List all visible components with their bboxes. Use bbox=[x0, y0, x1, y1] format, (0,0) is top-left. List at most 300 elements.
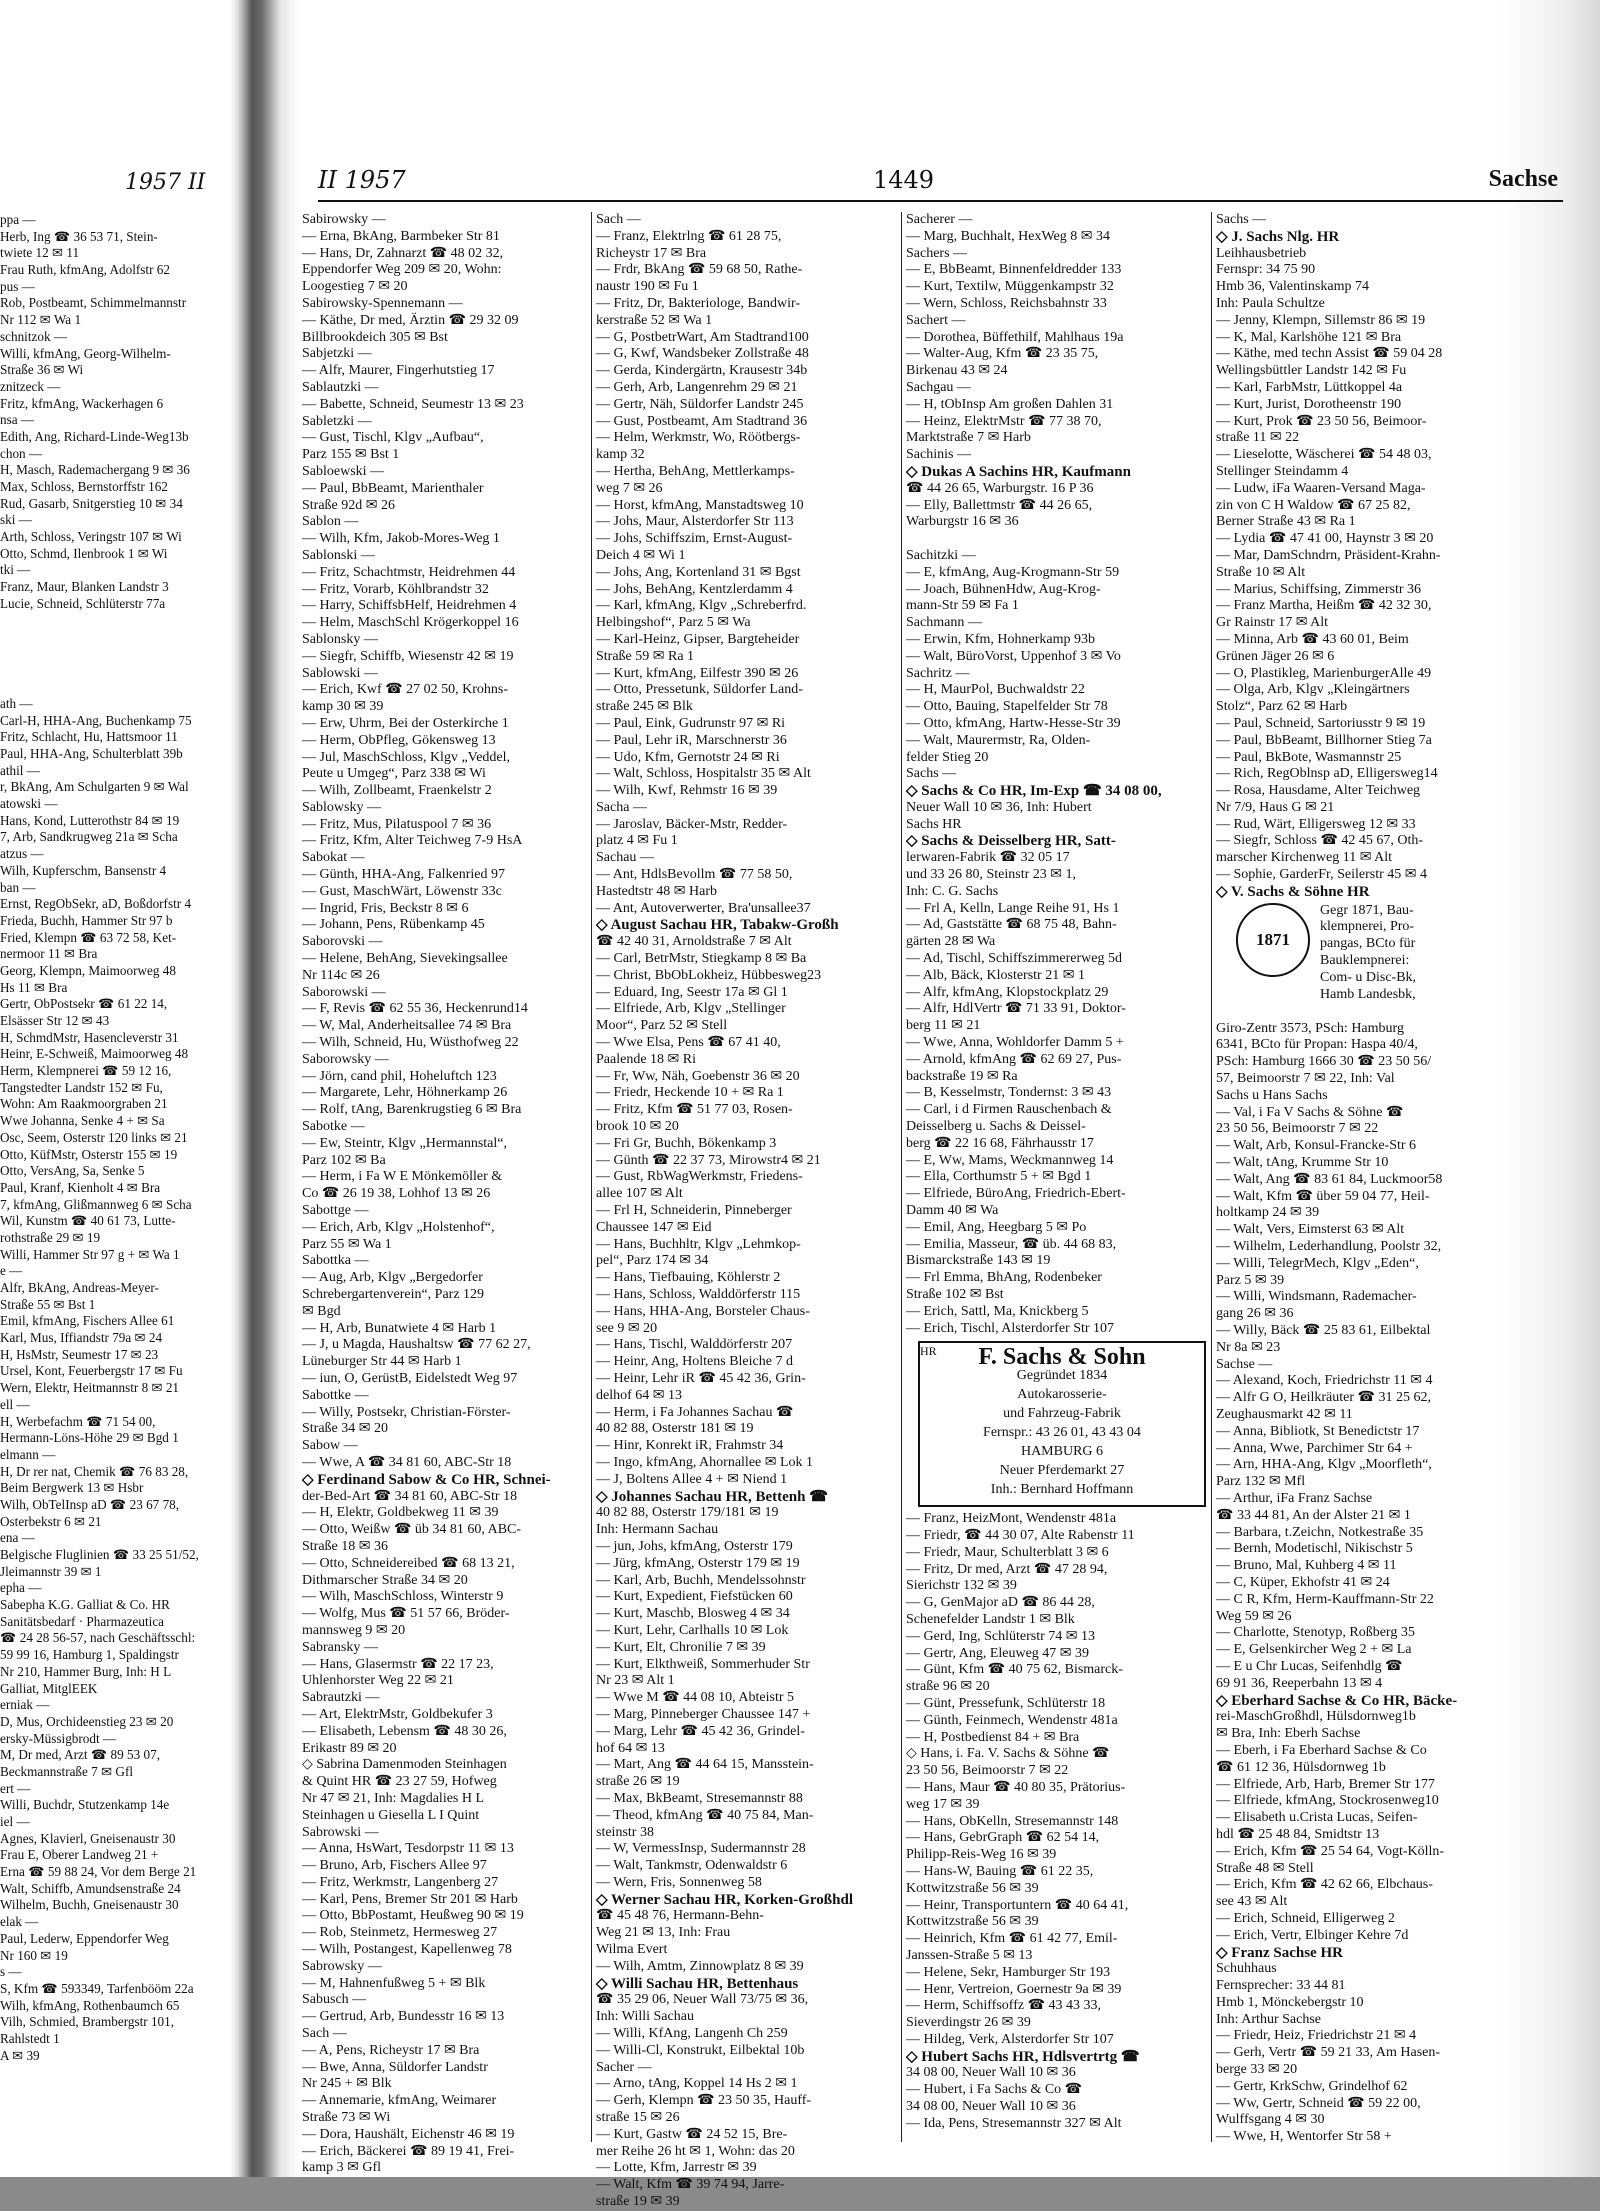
directory-entry: berge 33 ✉ 20 bbox=[1216, 2062, 1298, 2078]
left-entry: tki — bbox=[0, 562, 31, 578]
directory-entry: — Hans, Glasermstr ☎ 22 17 23, bbox=[302, 1656, 494, 1672]
directory-entry: — Helene, Sekr, Hamburger Str 193 bbox=[906, 1964, 1111, 1980]
directory-entry: Sabow — bbox=[302, 1438, 358, 1454]
directory-entry: — Fr, Ww, Näh, Goebenstr 36 ✉ 20 bbox=[596, 1068, 800, 1084]
directory-entry: ◇ Franz Sachse HR bbox=[1216, 1944, 1343, 1961]
left-entry: Straße 55 ✉ Bst 1 bbox=[0, 1296, 96, 1312]
directory-entry: ◇ Willi Sachau HR, Bettenhaus bbox=[596, 1975, 799, 1992]
left-entry: Rud, Gasarb, Snitgerstieg 10 ✉ 34 bbox=[0, 495, 183, 511]
left-entry: Wilh, Kupferschm, Bansenstr 4 bbox=[0, 862, 167, 878]
directory-entry: Nr 114c ✉ 26 bbox=[302, 967, 380, 983]
directory-entry: — Hans, HHA-Ang, Borsteler Chaus- bbox=[596, 1303, 810, 1319]
left-entry: schnitzok — bbox=[0, 328, 68, 344]
left-entry: Carl-H, HHA-Ang, Buchenkamp 75 bbox=[0, 712, 192, 728]
directory-entry: Parz 132 ✉ Mfl bbox=[1216, 1474, 1306, 1490]
directory-entry: — iun, O, GerüstB, Eidelstedt Weg 97 bbox=[302, 1370, 518, 1386]
directory-entry: — Fritz, Vorarb, Köhlbrandstr 32 bbox=[302, 581, 489, 597]
directory-entry: — Lieselotte, Wäscherei ☎ 54 48 03, bbox=[1216, 447, 1432, 463]
directory-entry: Inh: Willi Sachau bbox=[596, 2009, 694, 2025]
left-entry: Walt, Schiffb, Amundsenstraße 24 bbox=[0, 1880, 181, 1896]
directory-entry: ☎ 44 26 65, Warburgstr. 16 P 36 bbox=[906, 480, 1094, 496]
left-entry: nermoor 11 ✉ Bra bbox=[0, 946, 98, 962]
directory-entry: 40 82 88, Osterstr 181 ✉ 19 bbox=[596, 1421, 754, 1437]
left-entry: Arth, Schloss, Veringstr 107 ✉ Wi bbox=[0, 529, 182, 545]
left-entry: Otto, KüfMstr, Osterstr 155 ✉ 19 bbox=[0, 1146, 178, 1162]
directory-entry: — Mart, Ang ☎ 44 64 15, Mansstein- bbox=[596, 1757, 814, 1773]
directory-entry: ◇ Hubert Sachs HR, Hdlsvertrtg ☎ bbox=[906, 2048, 1140, 2065]
advertisement-f-sachs-sohn bbox=[918, 1341, 1206, 1507]
left-entry: Wern, Elektr, Heitmannstr 8 ✉ 21 bbox=[0, 1380, 180, 1396]
directory-entry: — Jenny, Klempn, Sillemstr 86 ✉ 19 bbox=[1216, 312, 1426, 328]
directory-entry: Wellingsbüttler Landstr 142 ✉ Fu bbox=[1216, 363, 1407, 379]
directory-entry: — Kurt, Gastw ☎ 24 52 15, Bre- bbox=[596, 2126, 788, 2142]
ad-hr-mark: HR bbox=[920, 1344, 937, 1359]
directory-entry: — Eduard, Ing, Seestr 17a ✉ Gl 1 bbox=[596, 984, 788, 1000]
directory-entry: Sabusch — bbox=[302, 1992, 367, 2008]
directory-entry: — Gust, Postbeamt, Am Stadtrand 36 bbox=[596, 413, 808, 429]
directory-entry: — Kurt, Textilw, Müggenkampstr 32 bbox=[906, 279, 1114, 295]
directory-entry: — Hans, Maur ☎ 40 80 35, Prätorius- bbox=[906, 1779, 1126, 1795]
column-4 bbox=[1216, 212, 1536, 2162]
directory-entry: — Wilh, Postangest, Kapellenweg 78 bbox=[302, 1942, 512, 1958]
left-entry: ban — bbox=[0, 879, 36, 895]
directory-entry: — Bernh, Modetischl, Nikischstr 5 bbox=[1216, 1541, 1413, 1557]
directory-entry: 69 91 36, Reeperbahn 13 ✉ 4 bbox=[1216, 1675, 1383, 1691]
column-4-bottom-entries bbox=[1216, 1021, 1536, 2146]
directory-entry: Sachau — bbox=[596, 850, 654, 866]
directory-entry: — Elfriede, Arb, Harb, Bremer Str 177 bbox=[1216, 1776, 1435, 1792]
left-entry: Otto, VersAng, Sa, Senke 5 bbox=[0, 1163, 145, 1179]
directory-entry: — Siegfr, Schloss ☎ 42 45 67, Oth- bbox=[1216, 833, 1424, 849]
directory-entry: Sablowski — bbox=[302, 665, 378, 681]
directory-entry: — Marg, Pinneberger Chaussee 147 + bbox=[596, 1706, 811, 1722]
ad-title: F. Sachs & Sohn bbox=[978, 1344, 1146, 1371]
directory-entry: — Willi, KfAng, Langenh Ch 259 bbox=[596, 2026, 788, 2042]
directory-entry: backstraße 19 ✉ Ra bbox=[906, 1068, 1018, 1084]
directory-entry: Deich 4 ✉ Wi 1 bbox=[596, 547, 686, 563]
directory-entry: Sabottke — bbox=[302, 1387, 369, 1403]
left-entry: Willi, Buchdr, Stutzenkamp 14e bbox=[0, 1797, 170, 1813]
left-entry: Max, Schloss, Bernstorffstr 162 bbox=[0, 479, 168, 494]
directory-entry: — Arno, tAng, Koppel 14 Hs 2 ✉ 1 bbox=[596, 2076, 798, 2092]
directory-entry: — W, VermessInsp, Sudermannstr 28 bbox=[596, 1841, 806, 1857]
directory-entry: Hastedtstr 48 ✉ Harb bbox=[596, 883, 717, 899]
directory-entry: — Elfriede, BüroAng, Friedrich-Ebert- bbox=[906, 1186, 1126, 1202]
directory-entry: Lüneburger Str 44 ✉ Harb 1 bbox=[302, 1354, 462, 1370]
directory-entry: — A, Pens, Richeystr 17 ✉ Bra bbox=[302, 2042, 480, 2058]
directory-entry: — Helm, MaschSchl Krögerkoppel 16 bbox=[302, 615, 519, 631]
column-4-top-entries bbox=[1216, 212, 1536, 901]
directory-entry: berg 11 ✉ 21 bbox=[906, 1018, 981, 1034]
directory-page-1449 bbox=[300, 150, 1570, 2210]
directory-entry: — Arn, HHA-Ang, Klgv „Moorfleth“, bbox=[1216, 1457, 1432, 1473]
directory-entry: — Kurt, kfmAng, Eilfestr 390 ✉ 26 bbox=[596, 665, 799, 681]
directory-entry: Parz 102 ✉ Ba bbox=[302, 1152, 386, 1168]
directory-entry: — Friedr, Maur, Schulterblatt 3 ✉ 6 bbox=[906, 1544, 1109, 1560]
directory-entry: — Gertrud, Arb, Bundesstr 16 ✉ 13 bbox=[302, 2009, 505, 2025]
directory-entry: Sach — bbox=[302, 2026, 347, 2042]
left-entry: H, Werbefachm ☎ 71 54 00, bbox=[0, 1413, 156, 1429]
directory-entry: Sachs — bbox=[1216, 212, 1267, 227]
header-page-number: 1449 bbox=[873, 166, 935, 194]
left-entry: Wilh, ObTelInsp aD ☎ 23 67 78, bbox=[0, 1496, 180, 1512]
left-entry: Wilh, kfmAng, Rothenbaumch 65 bbox=[0, 1997, 180, 2013]
directory-entry: Parz 5 ✉ 39 bbox=[1216, 1272, 1285, 1288]
directory-entry: — Walt, Maurermstr, Ra, Olden- bbox=[906, 732, 1091, 748]
directory-entry: — Gertr, Näh, Süldorfer Landstr 245 bbox=[596, 396, 804, 412]
left-entry: Osc, Seem, Osterstr 120 links ✉ 21 bbox=[0, 1129, 188, 1145]
left-entry: H, HsMstr, Seumestr 17 ✉ 23 bbox=[0, 1346, 159, 1362]
directory-entry: Sabletzki — bbox=[302, 413, 372, 429]
left-entry: chon — bbox=[0, 445, 43, 461]
directory-entry: Sierichstr 132 ✉ 39 bbox=[906, 1578, 1017, 1594]
directory-entry: ◇ August Sachau HR, Tabakw-Großh bbox=[596, 917, 839, 934]
directory-entry: — Johann, Pens, Rübenkamp 45 bbox=[302, 917, 485, 933]
directory-entry: — Bwe, Anna, Süldorfer Landstr bbox=[302, 2059, 488, 2075]
directory-entry: — Bruno, Arb, Fischers Allee 97 bbox=[302, 1858, 487, 1874]
directory-entry: — Ludw, iFa Waaren-Versand Maga- bbox=[1216, 480, 1426, 496]
directory-entry: — F, Revis ☎ 62 55 36, Heckenrund14 bbox=[302, 1001, 528, 1017]
directory-entry: — Frl H, Schneiderin, Pinneberger bbox=[596, 1203, 792, 1219]
header-year: II 1957 bbox=[318, 166, 406, 194]
left-entry: Gertr, ObPostsekr ☎ 61 22 14, bbox=[0, 996, 168, 1012]
directory-entry: — Marius, Schiffsing, Zimmerstr 36 bbox=[1216, 581, 1422, 597]
left-entry: Hs 11 ✉ Bra bbox=[0, 979, 68, 995]
left-entry: atzus — bbox=[0, 846, 44, 862]
directory-entry: Sabottge — bbox=[302, 1203, 369, 1219]
directory-entry: — jun, Johs, kfmAng, Osterstr 179 bbox=[596, 1538, 793, 1554]
directory-entry: — Gerh, Vertr ☎ 59 21 33, Am Hasen- bbox=[1216, 2045, 1441, 2061]
left-entry: Frau Ruth, kfmAng, Adolfstr 62 bbox=[0, 262, 170, 278]
left-entry: Rahlstedt 1 bbox=[0, 2030, 60, 2046]
directory-entry: Stellinger Steindamm 4 bbox=[1216, 463, 1349, 479]
directory-entry: — Gust, MaschWärt, Löwenstr 33c bbox=[302, 883, 502, 899]
directory-entry: — Elly, Ballettmstr ☎ 44 26 65, bbox=[906, 497, 1093, 513]
directory-entry: — M, Hahnenfußweg 5 + ✉ Blk bbox=[302, 1975, 486, 1991]
directory-entry: — Elfriede, kfmAng, Stockrosenweg10 bbox=[1216, 1793, 1439, 1809]
directory-entry: — Jul, MaschSchloss, Klgv „Veddel, bbox=[302, 749, 511, 765]
directory-entry: Sabjetzki — bbox=[302, 346, 372, 362]
directory-entry: — E u Chr Lucas, Seifenhdlg ☎ bbox=[1216, 1658, 1403, 1674]
directory-entry: ◇ V. Sachs & Söhne HR bbox=[1216, 883, 1370, 900]
directory-entry: — Paul, Eink, Gudrunstr 97 ✉ Ri bbox=[596, 715, 786, 731]
left-entry: ena — bbox=[0, 1530, 35, 1546]
directory-entry: naustr 190 ✉ Fu 1 bbox=[596, 279, 699, 295]
left-entry: Straße 36 ✉ Wi bbox=[0, 362, 84, 378]
left-entry: M, Dr med, Arzt ☎ 89 53 07, bbox=[0, 1747, 161, 1763]
directory-entry: — Kurt, Elkthweiß, Sommerhuder Str bbox=[596, 1656, 810, 1672]
directory-entry: — Willi-Cl, Konstrukt, Eilbektal 10b bbox=[596, 2042, 805, 2058]
left-entry: ppa — bbox=[0, 212, 36, 227]
directory-entry: Fernspr: 34 75 90 bbox=[1216, 262, 1316, 278]
directory-entry: ◇ Dukas A Sachins HR, Kaufmann bbox=[906, 463, 1131, 480]
directory-entry: — Arnold, kfmAng ☎ 62 69 27, Pus- bbox=[906, 1051, 1122, 1067]
directory-entry: — Ad, Gaststätte ☎ 68 75 48, Bahn- bbox=[906, 917, 1117, 933]
directory-entry: Sieverdingstr 26 ✉ 39 bbox=[906, 2015, 1031, 2031]
directory-entry: Zeughausmarkt 42 ✉ 11 bbox=[1216, 1407, 1353, 1422]
directory-entry: — Elisabeth u.Crista Lucas, Seifen- bbox=[1216, 1810, 1418, 1826]
directory-entry: Sabrautzki — bbox=[302, 1690, 380, 1706]
directory-entry: Saborovski — bbox=[302, 934, 383, 950]
directory-entry: Saborowsky — bbox=[302, 1051, 389, 1067]
directory-entry: — Johs, Schiffszim, Ernst-August- bbox=[596, 531, 793, 547]
directory-entry: — E, BbBeamt, Binnenfeldredder 133 bbox=[906, 262, 1122, 278]
directory-entry: straße 26 ✉ 19 bbox=[596, 1774, 680, 1790]
directory-entry: — Erich, Kfm ☎ 25 54 64, Vogt-Kölln- bbox=[1216, 1843, 1445, 1859]
directory-entry: Sablonski — bbox=[302, 547, 375, 563]
left-entry: Fried, Klempn ☎ 63 72 58, Ket- bbox=[0, 929, 177, 945]
directory-entry: straße 11 ✉ 22 bbox=[1216, 430, 1300, 446]
directory-entry: — Paul, BkBote, Wasmannstr 25 bbox=[1216, 749, 1402, 765]
directory-entry: — Gust, RbWagWerkmstr, Friedens- bbox=[596, 1169, 803, 1185]
left-entry: Heinr, E-Schweiß, Maimoorweg 48 bbox=[0, 1046, 189, 1062]
directory-entry: — Rob, Steinmetz, Hermesweg 27 bbox=[302, 1925, 498, 1941]
directory-entry: — Margarete, Lehr, Höhnerkamp 26 bbox=[302, 1085, 508, 1101]
left-entry: Beim Bergwerk 13 ✉ Hsbr bbox=[0, 1480, 144, 1496]
directory-entry: Straße 10 ✉ Alt bbox=[1216, 564, 1306, 580]
directory-entry: Sachse — bbox=[1216, 1356, 1273, 1372]
directory-entry: weg 17 ✉ 39 bbox=[906, 1796, 980, 1812]
left-entry: Nr 210, Hammer Burg, Inh: H L bbox=[0, 1663, 172, 1679]
directory-entry: — Otto, Schneidereibed ☎ 68 13 21, bbox=[302, 1555, 515, 1571]
directory-entry: — Johs, Maur, Alsterdorfer Str 113 bbox=[596, 514, 794, 530]
directory-entry: — Franz Martha, Heißm ☎ 42 32 30, bbox=[1216, 598, 1432, 614]
directory-entry: — Herm, Schiffsoffz ☎ 43 43 33, bbox=[906, 1998, 1102, 2014]
ad-owner: Inh.: Bernhard Hoffmann bbox=[990, 1482, 1134, 1498]
directory-entry: Sabrowski — bbox=[302, 1824, 379, 1840]
directory-entry: — Anna, Wwe, Parchimer Str 64 + bbox=[1216, 1440, 1413, 1456]
left-entry: Rob, Postbeamt, Schimmelmannstr bbox=[0, 295, 187, 311]
left-entry: Erna ☎ 59 88 24, Vor dem Berge 21 bbox=[0, 1864, 197, 1880]
directory-entry: — Hans, GebrGraph ☎ 62 54 14, bbox=[906, 1830, 1100, 1846]
directory-entry: — Otto, Pressetunk, Süldorfer Land- bbox=[596, 682, 803, 698]
directory-entry: — Gerda, Kindergärtn, Krausestr 34b bbox=[596, 363, 808, 379]
directory-entry: — Hubert, i Fa Sachs & Co ☎ bbox=[906, 2082, 1083, 2098]
directory-entry: Helbingshof“, Parz 5 ✉ Wa bbox=[596, 615, 751, 631]
directory-entry: PSch: Hamburg 1666 30 ☎ 23 50 56/ bbox=[1216, 1054, 1432, 1070]
directory-entry: Inh: C. G. Sachs bbox=[906, 883, 999, 899]
directory-entry: Steinhagen u Giesella L I Quint bbox=[302, 1807, 480, 1823]
directory-entry: — Hertha, BehAng, Mettlerkamps- bbox=[596, 463, 795, 479]
directory-entry: Peute u Umgeg“, Parz 338 ✉ Wi bbox=[302, 766, 486, 782]
directory-entry: — H, Elektr, Goldbekweg 11 ✉ 39 bbox=[302, 1505, 499, 1521]
directory-entry: — Friedr, Heiz, Friedrichstr 21 ✉ 4 bbox=[1216, 2028, 1417, 2044]
firm-emblem-block bbox=[1216, 901, 1536, 1021]
directory-entry: — Theod, kfmAng ☎ 40 75 84, Man- bbox=[596, 1807, 814, 1823]
directory-entry: Sachert — bbox=[906, 312, 966, 328]
directory-entry: — Heinr, Lehr iR ☎ 45 42 36, Grin- bbox=[596, 1370, 806, 1386]
directory-entry: — Frl Emma, BhAng, Rodenbeker bbox=[906, 1270, 1102, 1286]
directory-entry: — Barbara, t.Zeichn, Notkestraße 35 bbox=[1216, 1524, 1424, 1540]
left-entry: Nr 160 ✉ 19 bbox=[0, 1947, 68, 1963]
directory-entry: — Anna, HsWart, Tesdorpstr 11 ✉ 13 bbox=[302, 1841, 514, 1857]
directory-entry: — Erw, Uhrm, Bei der Osterkirche 1 bbox=[302, 715, 509, 731]
directory-entry: Sachritz — bbox=[906, 665, 970, 681]
left-entry: Willi, kfmAng, Georg-Wilhelm- bbox=[0, 345, 171, 361]
directory-entry: — Günt, Pressefunk, Schlüterstr 18 bbox=[906, 1695, 1106, 1711]
directory-entry: — Wilh, Schneid, Hu, Wüsthofweg 22 bbox=[302, 1035, 519, 1051]
directory-entry: — Erwin, Kfm, Hohnerkamp 93b bbox=[906, 631, 1095, 647]
left-entry: erniak — bbox=[0, 1697, 50, 1713]
directory-entry: — Rich, RegOblnsp aD, Elligersweg14 bbox=[1216, 766, 1438, 782]
directory-entry: Eppendorfer Weg 209 ✉ 20, Wohn: bbox=[302, 262, 502, 278]
directory-entry: — K, Mal, Karlshöhe 121 ✉ Bra bbox=[1216, 329, 1402, 345]
left-entry bbox=[0, 646, 245, 663]
directory-entry: — Karl, kfmAng, Klgv „Schreberfrd. bbox=[596, 598, 807, 614]
left-entry bbox=[0, 613, 245, 630]
directory-entry: — Alfr, Maurer, Fingerhutstieg 17 bbox=[302, 363, 495, 379]
directory-entry: — Günth ☎ 22 37 73, Mirowstr4 ✉ 21 bbox=[596, 1152, 821, 1168]
left-entry: Frieda, Buchh, Hammer Str 97 b bbox=[0, 912, 173, 928]
directory-entry: — Herm, i Fa Johannes Sachau ☎ bbox=[596, 1404, 794, 1420]
directory-entry: — G, Kwf, Wandsbeker Zollstraße 48 bbox=[596, 346, 809, 362]
ad-street: Neuer Pferdemarkt 27 bbox=[999, 1463, 1125, 1479]
directory-entry: — Fri Gr, Buchh, Bökenkamp 3 bbox=[596, 1135, 777, 1151]
directory-entry: Co ☎ 26 19 38, Lohhof 13 ✉ 26 bbox=[302, 1186, 491, 1202]
directory-entry: ◇ Werner Sachau HR, Korken-Großhdl bbox=[596, 1891, 853, 1908]
left-entry: elak — bbox=[0, 1914, 39, 1930]
directory-entry: — Siegfr, Schiffb, Wiesenstr 42 ✉ 19 bbox=[302, 648, 514, 664]
emblem-text bbox=[1320, 903, 1530, 1004]
directory-entry: Sabokat — bbox=[302, 850, 365, 866]
directory-entry: Sablautzki — bbox=[302, 379, 379, 395]
directory-entry: ◇ Sabrina Damenmoden Steinhagen bbox=[302, 1757, 507, 1773]
directory-entry: kamp 30 ✉ 39 bbox=[302, 699, 384, 715]
directory-entry: straße 15 ✉ 26 bbox=[596, 2110, 680, 2126]
left-page-header: 1957 II bbox=[125, 170, 206, 195]
left-entry: Paul, Lederw, Eppendorfer Weg bbox=[0, 1930, 169, 1946]
directory-entry: ◇ Sachs & Deisselberg HR, Satt- bbox=[906, 833, 1116, 850]
directory-entry: — Otto, Weißw ☎ üb 34 81 60, ABC- bbox=[302, 1522, 522, 1538]
column-2 bbox=[596, 212, 896, 2210]
directory-entry: Bismarckstraße 143 ✉ 19 bbox=[906, 1253, 1051, 1269]
directory-entry: — Wwe Elsa, Pens ☎ 67 41 40, bbox=[596, 1035, 781, 1051]
directory-entry: Parz 155 ✉ Bst 1 bbox=[302, 447, 400, 463]
directory-entry: Stolz“, Parz 62 ✉ Harb bbox=[1216, 699, 1348, 715]
directory-entry: Straße 92d ✉ 26 bbox=[302, 497, 395, 513]
left-entry: 59 99 16, Hamburg 1, Spaldingstr bbox=[0, 1647, 179, 1663]
left-entry: Herm, Klempnerei ☎ 59 12 16, bbox=[0, 1063, 172, 1079]
emblem-1871: 1871 bbox=[1236, 903, 1310, 977]
directory-entry: Saborowski — bbox=[302, 984, 386, 1000]
directory-entry: — Alfr G O, Heilkräuter ☎ 31 25 62, bbox=[1216, 1390, 1431, 1406]
directory-entry: — Christ, BbObLokheiz, Hübbesweg23 bbox=[596, 967, 822, 983]
directory-entry: — Val, i Fa V Sachs & Söhne ☎ bbox=[1216, 1104, 1404, 1120]
directory-entry: — Paul, Schneid, Sartoriusstr 9 ✉ 19 bbox=[1216, 715, 1426, 731]
left-entry: Wwe Johanna, Senke 4 + ✉ Sa bbox=[0, 1113, 165, 1129]
directory-entry: — Walt, Tankmstr, Odenwaldstr 6 bbox=[596, 1858, 788, 1874]
directory-entry: hof 64 ✉ 13 bbox=[596, 1740, 665, 1756]
directory-entry: — Heinrich, Kfm ☎ 61 42 77, Emil- bbox=[906, 1931, 1118, 1947]
directory-entry: Billbrookdeich 305 ✉ Bst bbox=[302, 329, 448, 345]
directory-entry: Inh: Paula Schultze bbox=[1216, 295, 1325, 311]
directory-entry: — Käthe, med techn Assist ☎ 59 04 28 bbox=[1216, 346, 1443, 362]
directory-entry: — Emil, Ang, Heegbarg 5 ✉ Po bbox=[906, 1219, 1087, 1235]
directory-entry: Kottwitzstraße 56 ✉ 39 bbox=[906, 1914, 1039, 1930]
left-entry: Fritz, Schlacht, Hu, Hattsmoor 11 bbox=[0, 729, 178, 745]
directory-entry: — Fritz, Kfm ☎ 51 77 03, Rosen- bbox=[596, 1102, 793, 1118]
directory-entry: — Kurt, Lehr, Carlhalls 10 ✉ Lok bbox=[596, 1622, 789, 1638]
directory-entry: — Gertr, Ang, Eleuweg 47 ✉ 39 bbox=[906, 1645, 1090, 1661]
directory-entry: 23 50 56, Beimoorstr 7 ✉ 22 bbox=[906, 1763, 1069, 1779]
directory-entry: und 33 26 80, Steinstr 23 ✉ 1, bbox=[906, 867, 1077, 883]
directory-entry: Sabloewski — bbox=[302, 463, 385, 479]
directory-entry: ◇ Hans, i. Fa. V. Sachs & Söhne ☎ bbox=[906, 1746, 1110, 1762]
directory-entry: rei-MaschGroßhdl, Hülsdornweg1b bbox=[1216, 1709, 1416, 1725]
directory-entry: — Walt, BüroVorst, Uppenhof 3 ✉ Vo bbox=[906, 648, 1121, 664]
left-entry: e — bbox=[0, 1263, 23, 1279]
directory-entry: Nr 245 + ✉ Blk bbox=[302, 2076, 392, 2092]
left-entry: r, BkAng, Am Schulgarten 9 ✉ Wal bbox=[0, 779, 189, 795]
directory-entry: delhof 64 ✉ 13 bbox=[596, 1387, 682, 1403]
directory-entry: — Gerd, Ing, Schlüterstr 74 ✉ 13 bbox=[906, 1628, 1096, 1644]
directory-entry: Wulffsgang 4 ✉ 30 bbox=[1216, 2112, 1325, 2128]
directory-entry: — Heinr, Ang, Holtens Bleiche 7 d bbox=[596, 1354, 793, 1370]
directory-entry: Janssen-Straße 5 ✉ 13 bbox=[906, 1947, 1033, 1963]
left-entry: Sabepha K.G. Galliat & Co. HR bbox=[0, 1597, 170, 1613]
directory-entry: Wilma Evert bbox=[596, 1942, 668, 1958]
left-entry: H, Masch, Rademachergang 9 ✉ 36 bbox=[0, 462, 190, 478]
directory-entry: 57, Beimoorstr 7 ✉ 22, Inh: Val bbox=[1216, 1071, 1395, 1087]
directory-entry: Schrebergartenverein“, Parz 129 bbox=[302, 1287, 485, 1302]
directory-entry: lerwaren-Fabrik ☎ 32 05 17 bbox=[906, 850, 1070, 866]
directory-entry: — Henr, Vertreion, Goernestr 9a ✉ 39 bbox=[906, 1981, 1122, 1997]
directory-entry: — Otto, BbPostamt, Heußweg 90 ✉ 19 bbox=[302, 1908, 524, 1924]
directory-entry: — Paul, Lehr iR, Marschnerstr 36 bbox=[596, 732, 787, 748]
directory-entry: — Walt, Arb, Konsul-Francke-Str 6 bbox=[1216, 1138, 1417, 1154]
directory-entry: ✉ Bgd bbox=[302, 1303, 341, 1319]
directory-entry: der-Bed-Art ☎ 34 81 60, ABC-Str 18 bbox=[302, 1488, 518, 1504]
directory-entry: — Fritz, Schachtmstr, Heidrehmen 44 bbox=[302, 564, 516, 580]
directory-entry: 23 50 56, Beimoorstr 7 ✉ 22 bbox=[1216, 1121, 1379, 1137]
left-entry: Franz, Maur, Blanken Landstr 3 bbox=[0, 579, 169, 595]
directory-entry: Sachmann — bbox=[906, 615, 982, 631]
directory-entry: Sabottka — bbox=[302, 1253, 369, 1269]
directory-entry: Sacher — bbox=[596, 2059, 652, 2075]
directory-entry: — Ida, Pens, Stresemannstr 327 ✉ Alt bbox=[906, 2115, 1122, 2131]
directory-entry: Sabrowsky — bbox=[302, 1958, 382, 1974]
directory-entry: see 43 ✉ Alt bbox=[1216, 1894, 1288, 1910]
directory-entry: — Marg, Lehr ☎ 45 42 36, Grindel- bbox=[596, 1723, 805, 1739]
left-entry: Agnes, Klavierl, Gneisenaustr 30 bbox=[0, 1830, 176, 1846]
directory-entry: — Erich, Arb, Klgv „Holstenhof“, bbox=[302, 1219, 495, 1235]
left-entry: Georg, Klempn, Maimoorweg 48 bbox=[0, 962, 176, 978]
directory-entry: — O, Plastikleg, MarienburgerAlle 49 bbox=[1216, 665, 1432, 681]
directory-entry: 34 08 00, Neuer Wall 10 ✉ 36 bbox=[906, 2065, 1076, 2081]
directory-entry: Kottwitzstraße 56 ✉ 39 bbox=[906, 1880, 1039, 1896]
directory-entry: straße 96 ✉ 20 bbox=[906, 1679, 990, 1695]
directory-entry: — Gerh, Arb, Langenrehm 29 ✉ 21 bbox=[596, 379, 798, 395]
directory-entry: — Helm, Werkmstr, Wo, Röötbergs- bbox=[596, 430, 801, 446]
left-entry: ert — bbox=[0, 1780, 31, 1796]
directory-entry: — Carl, i d Firmen Rauschenbach & bbox=[906, 1102, 1112, 1118]
directory-entry: ◇ Johannes Sachau HR, Bettenh ☎ bbox=[596, 1488, 828, 1505]
directory-entry: — Walt, Ang ☎ 83 61 84, Luckmoor58 bbox=[1216, 1171, 1443, 1187]
directory-entry: — Helene, BehAng, Sievekingsallee bbox=[302, 951, 508, 967]
directory-entry: — W, Mal, Anderheitsallee 74 ✉ Bra bbox=[302, 1018, 512, 1034]
directory-entry: & Quint HR ☎ 23 27 59, Hofweg bbox=[302, 1774, 497, 1790]
directory-entry: pel“, Parz 174 ✉ 34 bbox=[596, 1253, 709, 1269]
directory-entry: ☎ 35 29 06, Neuer Wall 73/75 ✉ 36, bbox=[596, 1992, 809, 2008]
directory-entry: — Eberh, i Fa Eberhard Sachse & Co bbox=[1216, 1742, 1427, 1758]
directory-entry: — Annemarie, kfmAng, Weimarer bbox=[302, 2093, 497, 2109]
directory-entry: Sachs HR bbox=[906, 816, 962, 832]
header-running-name: Sachse bbox=[1488, 166, 1558, 192]
directory-entry: — Jörn, cand phil, Hoheluftch 123 bbox=[302, 1068, 497, 1084]
directory-entry: Chaussee 147 ✉ Eid bbox=[596, 1219, 712, 1235]
directory-entry: — Fritz, Dr med, Arzt ☎ 47 28 94, bbox=[906, 1561, 1108, 1577]
emblem-text-line: Com- u Disc-Bk, bbox=[1320, 969, 1417, 985]
